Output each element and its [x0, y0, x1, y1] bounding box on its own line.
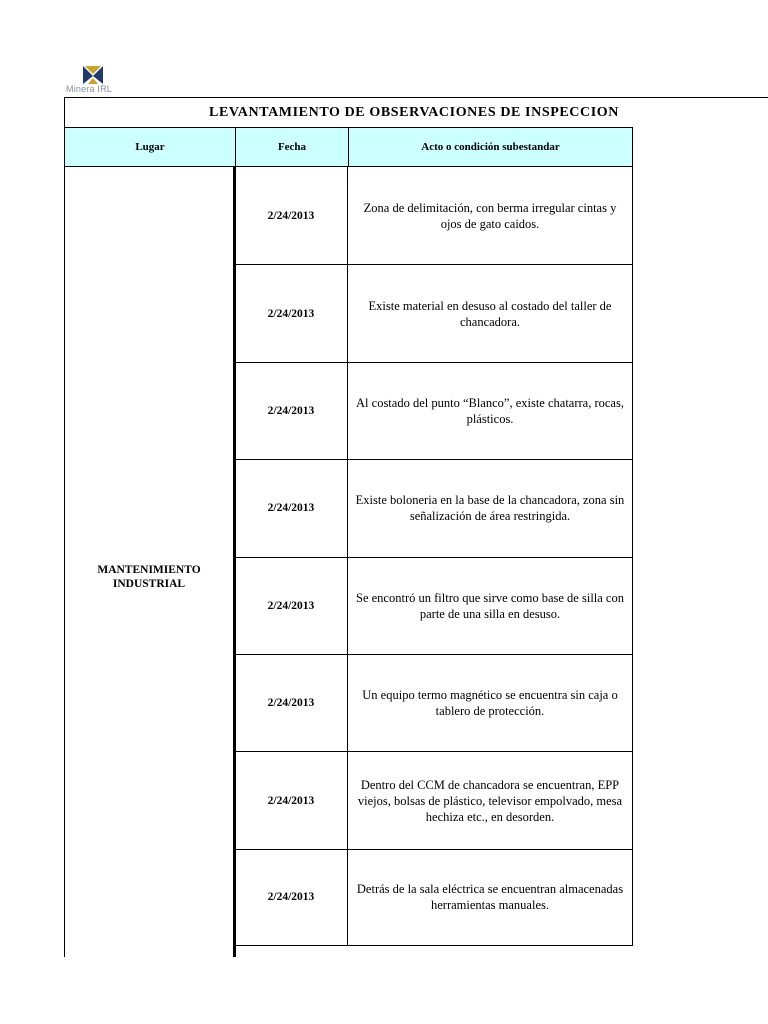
observations-table [235, 167, 633, 946]
table-row [235, 264, 633, 361]
acto-text: Existe material en desuso al costado del taller de chancadora. [368, 298, 612, 329]
table-row [235, 557, 633, 654]
acto-cell [348, 752, 633, 848]
table-row [235, 459, 633, 556]
header-acto: Acto o condición subestandar [348, 127, 633, 167]
acto-text: Al costado del punto “Blanco”, existe chatarra, rocas, plásticos. [356, 395, 624, 426]
acto-text: Zona de delimitación, con berma irregular cintas y ojos de gato caidos. [363, 200, 617, 231]
acto-cell [348, 850, 633, 945]
logo-text: Minera IRL [66, 84, 113, 94]
fecha-cell: 2/24/2013 [235, 265, 348, 361]
fecha-cell: 2/24/2013 [235, 558, 348, 654]
acto-text: Detrás de la sala eléctrica se encuentran almacenadas herramientas manuales. [356, 882, 624, 913]
fecha-cell: 2/24/2013 [235, 363, 348, 459]
inspection-sheet [64, 97, 768, 957]
acto-cell [348, 558, 633, 654]
acto-cell [348, 363, 633, 459]
table-row [235, 167, 633, 264]
lugar-cell: MANTENIMIENTO INDUSTRIAL [64, 166, 236, 957]
acto-cell [348, 167, 633, 264]
acto-text: Un equipo termo magnético se encuentra sin caja o tablero de protección. [362, 688, 618, 719]
sheet-title: LEVANTAMIENTO DE OBSERVACIONES DE INSPECCION [64, 97, 768, 127]
fecha-cell: 2/24/2013 [235, 167, 348, 264]
fecha-cell: 2/24/2013 [235, 460, 348, 556]
acto-text: Se encontró un filtro que sirve como base de silla con parte de una silla en desuso. [356, 590, 624, 621]
table-row [235, 849, 633, 946]
fecha-cell: 2/24/2013 [235, 655, 348, 751]
acto-cell [348, 655, 633, 751]
logo-mark-icon [66, 64, 122, 86]
table-row [235, 751, 633, 848]
fecha-cell: 2/24/2013 [235, 752, 348, 848]
table-row [235, 362, 633, 459]
table-row [235, 654, 633, 751]
acto-cell [348, 460, 633, 556]
header-fecha: Fecha [235, 127, 349, 167]
acto-cell [348, 265, 633, 361]
header-lugar: Lugar [64, 127, 236, 167]
acto-text: Existe boloneria en la base de la chancadora, zona sin señalización de área restringida. [355, 493, 625, 524]
company-logo [66, 64, 122, 98]
fecha-cell: 2/24/2013 [235, 850, 348, 945]
acto-text: Dentro del CCM de chancadora se encuentran, EPP viejos, bolsas de plástico, televisor empolvado, mesa hechiza etc., en desorden. [357, 777, 623, 824]
